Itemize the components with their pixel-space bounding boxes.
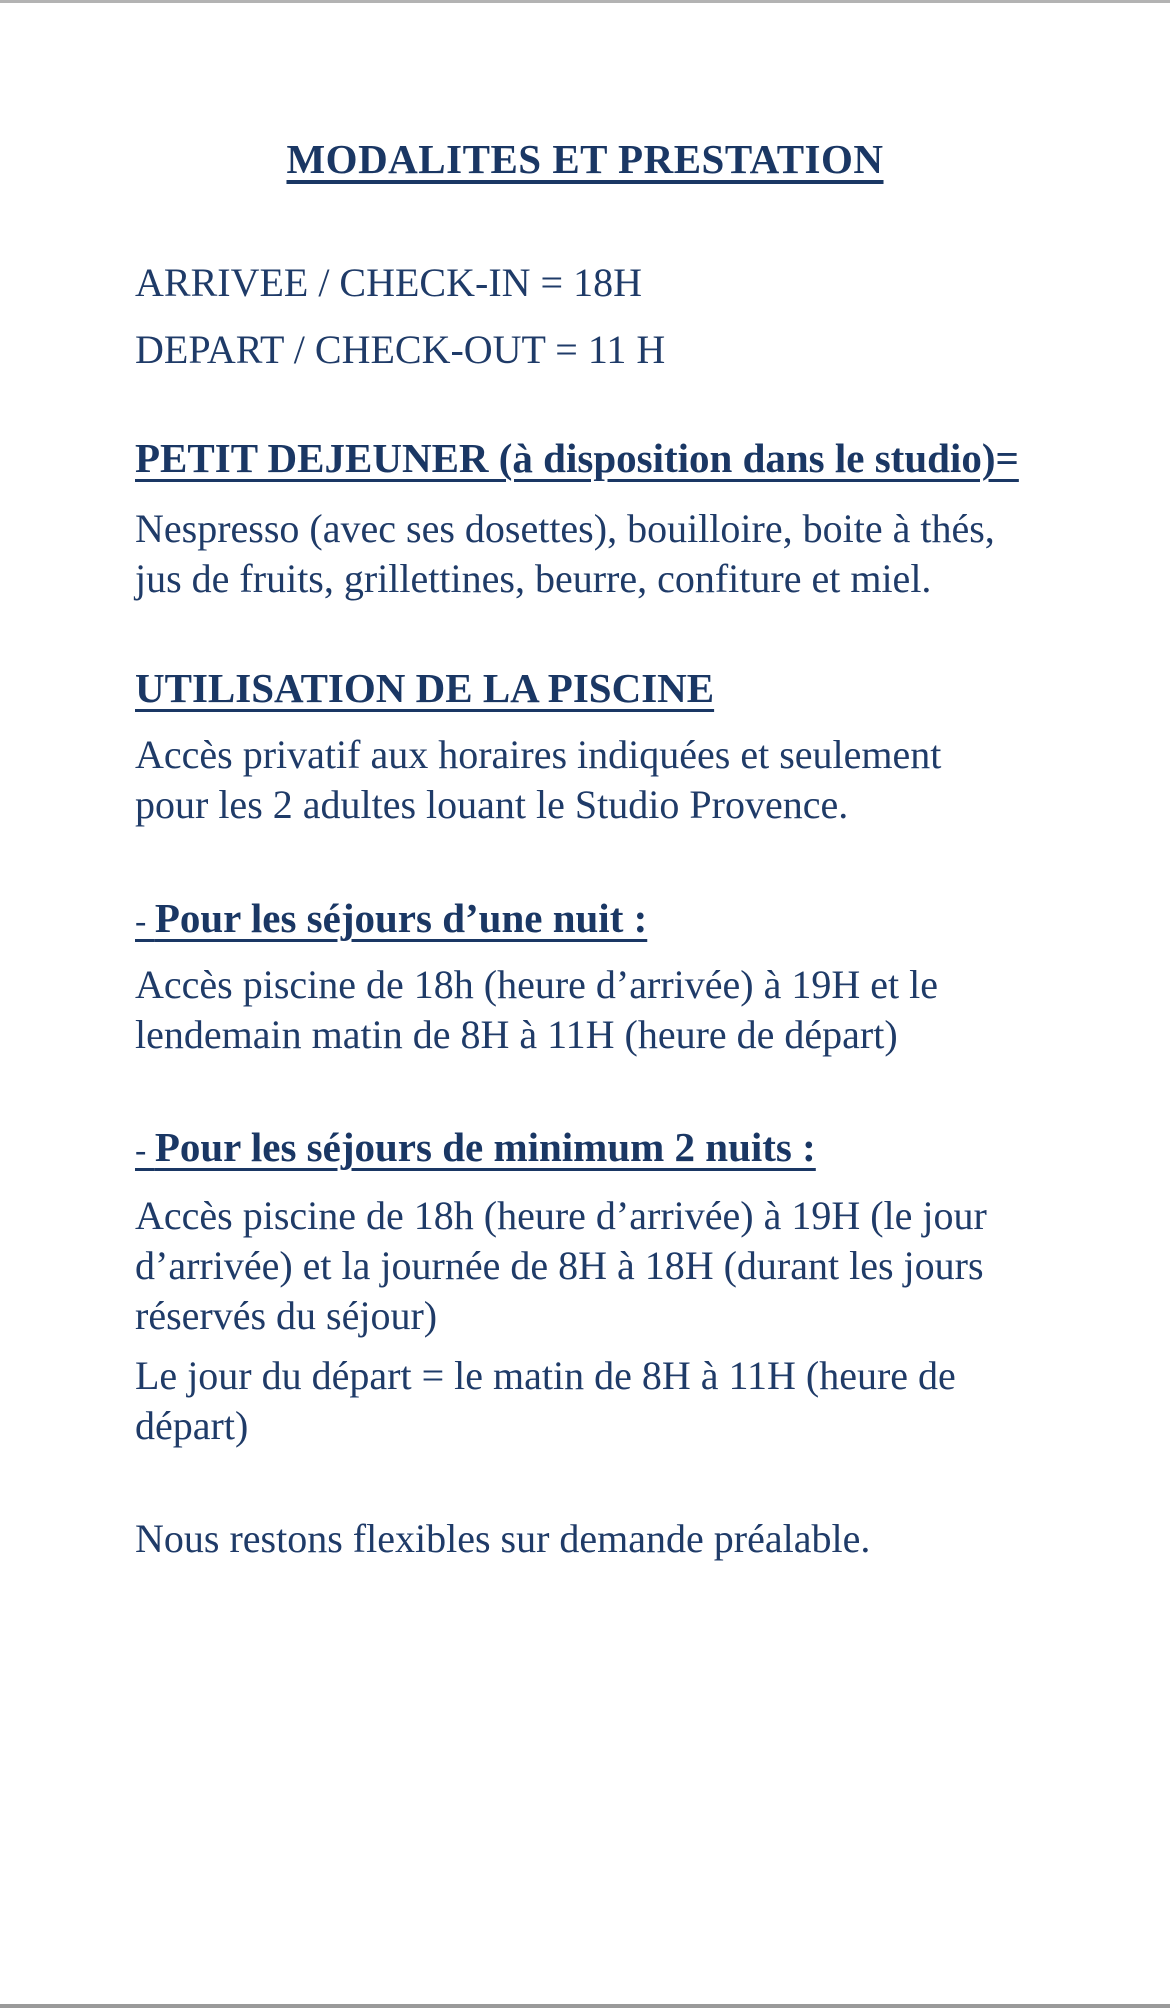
one-night-dash: - [135, 903, 155, 940]
two-nights-line-1: Accès piscine de 18h (heure d’arrivée) à 19H (le jour [135, 1193, 987, 1238]
departure-day-line-2: départ) [135, 1403, 249, 1448]
one-night-line-2: lendemain matin de 8H à 11H (heure de départ) [135, 1012, 898, 1057]
two-nights-dash: - [135, 1132, 155, 1169]
checkin-line: ARRIVEE / CHECK-IN = 18H [135, 260, 642, 305]
breakfast-heading-text: PETIT DEJEUNER (à disposition dans le studio)= [135, 435, 1019, 481]
page-bottom-border [0, 2004, 1170, 2008]
two-nights-paragraph [135, 1191, 1075, 1341]
departure-day-paragraph [135, 1351, 1075, 1451]
pool-line-1: Accès privatif aux horaires indiquées et seulement [135, 732, 942, 777]
breakfast-line-2: jus de fruits, grillettines, beurre, confiture et miel. [135, 556, 932, 601]
closing-note: Nous restons flexibles sur demande préalable. [135, 1516, 871, 1561]
checkout-line: DEPART / CHECK-OUT = 11 H [135, 327, 666, 372]
breakfast-heading [135, 433, 1075, 483]
departure-day-line-1: Le jour du départ = le matin de 8H à 11H (heure de [135, 1353, 956, 1398]
pool-paragraph [135, 730, 1075, 830]
page-title: MODALITES ET PRESTATION [286, 136, 884, 182]
two-nights-line-2: d’arrivée) et la journée de 8H à 18H (durant les jours [135, 1243, 984, 1288]
pool-heading-text: UTILISATION DE LA PISCINE [135, 665, 715, 711]
two-nights-line-3: réservés du séjour) [135, 1293, 438, 1338]
document-content [135, 0, 1075, 1564]
pool-heading [135, 663, 1075, 713]
one-night-paragraph [135, 960, 1075, 1060]
one-night-heading-text [135, 895, 647, 941]
one-night-line-1: Accès piscine de 18h (heure d’arrivée) à 19H et le [135, 962, 938, 1007]
one-night-label: Pour les séjours d’une nuit : [154, 895, 648, 941]
pool-line-2: pour les 2 adultes louant le Studio Provence. [135, 782, 849, 827]
breakfast-line-1: Nespresso (avec ses dosettes), bouilloire, boite à thés, [135, 506, 995, 551]
two-nights-heading-text [135, 1124, 816, 1170]
two-nights-heading [135, 1122, 1075, 1176]
one-night-heading [135, 893, 1075, 947]
two-nights-label: Pour les séjours de minimum 2 nuits : [154, 1124, 816, 1170]
breakfast-paragraph [135, 504, 1075, 604]
